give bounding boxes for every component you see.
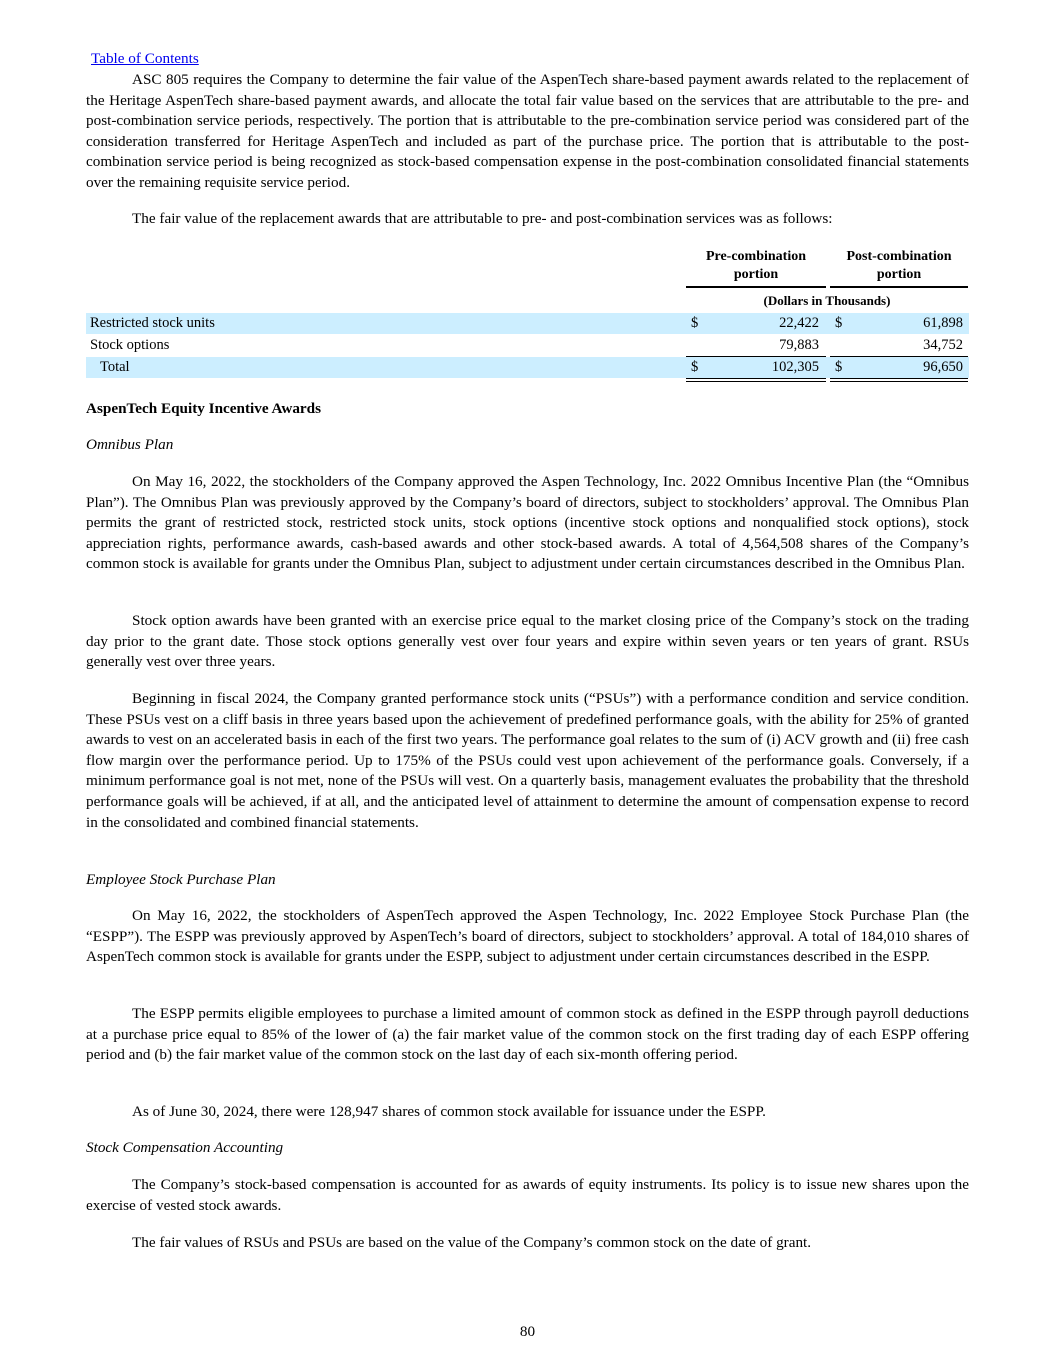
row-label: Total (100, 359, 130, 375)
omnibus-paragraph-1 (86, 472, 969, 575)
accounting-heading-text: Stock Compensation Accounting (86, 1139, 284, 1156)
omnibus-text-1: On May 16, 2022, the stockholders of the Company approved the Aspen Technology, Inc. 2022 Omnibus Incentive Plan (the “Omnibus Plan”). The Omnibus Plan was previously approved by the Company’s board of directors, subject to stockholders’ approval. The Omnibus Plan permits the grant of restricted stock, restricted stock units, stock options (incentive stock options and nonqualified stock options), stock appreciation rights, performance awards, cash-based awards and other stock-based awards. A total of 4,564,508 shares of the Company’s common stock is available for grants under the Omnibus Plan, subject to adjustment under certain circumstances described in the Omnibus Plan. (86, 473, 969, 573)
table-row (86, 313, 969, 334)
dollar-sign: $ (691, 315, 699, 331)
total-double-rule (686, 378, 826, 382)
subtotal-rule (830, 356, 968, 357)
dollar-sign: $ (691, 359, 699, 375)
intro-paragraph-1 (86, 70, 969, 194)
omnibus-text-3: Beginning in fiscal 2024, the Company granted performance stock units (“PSUs”) with a performance condition and service condition. These PSUs vest on a cliff basis in three years based upon the achievement of predefined performance goals, with the ability for 25% of granted awards to vest on an accelerated basis in each of the first two years. The performance goal relates to the sum of (i) ACV growth and (ii) free cash flow margin over the performance period. Up to 175% of the PSUs could vest upon achievement of the performance goals. Conversely, if a minimum performance goal is not met, none of the PSUs will vest. On a quarterly basis, management evaluates the probability that the threshold performance goals will be achieved, if at all, and the anticipated level of attainment to determine the amount of compensation expense to record in the consolidated and combined financial statements. (86, 690, 969, 831)
page-number: 80 (519, 1323, 536, 1340)
intro-paragraph-2 (86, 209, 969, 230)
col2-header-line1: Post-combination (846, 249, 952, 264)
col1-header-line2: portion (733, 267, 779, 282)
omnibus-text-2: Stock option awards have been granted with an exercise price equal to the market closing price of the Company’s stock on the trading day prior to the grant date. Those stock options generally vest over four years and expire within seven years or ten years of grant. RSUs generally vest over three years. (86, 612, 969, 671)
table-of-contents-link[interactable]: Table of Contents (91, 50, 199, 67)
espp-paragraph-3 (86, 1102, 969, 1123)
intro-text-2: The fair value of the replacement awards that are attributable to pre- and post-combination services was as follows: (132, 210, 833, 227)
post-combination-total: 96,650 (923, 359, 963, 375)
post-combination-value: 61,898 (923, 315, 963, 331)
column-header-post-combination (830, 248, 968, 288)
omnibus-heading (86, 435, 969, 456)
accounting-text-2: The fair values of RSUs and PSUs are based on the value of the Company’s common stock on the date of grant. (132, 1234, 812, 1251)
accounting-heading (86, 1138, 969, 1159)
omnibus-paragraph-2 (86, 611, 969, 673)
accounting-paragraph-2 (86, 1233, 969, 1254)
accounting-paragraph-1 (86, 1175, 969, 1216)
subtotal-rule (686, 356, 826, 357)
espp-text-3: As of June 30, 2024, there were 128,947 shares of common stock available for issuance under the ESPP. (132, 1103, 766, 1120)
col1-header-line1: Pre-combination (705, 249, 807, 264)
section-title: AspenTech Equity Incentive Awards (86, 400, 322, 417)
dollar-sign: $ (835, 359, 843, 375)
omnibus-paragraph-3 (86, 689, 969, 833)
row-label: Restricted stock units (90, 315, 215, 331)
pre-combination-value: 22,422 (779, 315, 819, 331)
accounting-text-1: The Company’s stock-based compensation is accounted for as awards of equity instruments. Its policy is to issue new shares upon the exercise of vested stock awards. (86, 1176, 969, 1214)
table-row-total (86, 357, 969, 378)
section-heading (86, 399, 969, 420)
espp-text-2: The ESPP permits eligible employees to purchase a limited amount of common stock as defined in the ESPP through payroll deductions at a purchase price equal to 85% of the lower of (a) the fair market value of the common stock on the first trading day of each ESPP offering period and (b) the fair market value of the common stock on the last day of each six-month offering period. (86, 1005, 969, 1064)
espp-paragraph-1 (86, 906, 969, 968)
column-header-pre-combination (686, 248, 826, 288)
espp-heading-text: Employee Stock Purchase Plan (86, 871, 276, 888)
omnibus-heading-text: Omnibus Plan (86, 436, 174, 453)
espp-heading (86, 870, 969, 891)
table-row (86, 335, 969, 356)
units-label: (Dollars in Thousands) (763, 293, 891, 308)
post-combination-value: 34,752 (923, 337, 963, 353)
row-label: Stock options (90, 337, 170, 353)
espp-text-1: On May 16, 2022, the stockholders of AspenTech approved the Aspen Technology, Inc. 2022 Employee Stock Purchase Plan (the “ESPP”). The ESPP was previously approved by AspenTech’s board of directors, subject to stockholders’ approval. A total of 184,010 shares of AspenTech common stock is available for grants under the ESPP, subject to adjustment under certain circumstances described in the ESPP. (86, 907, 969, 966)
espp-paragraph-2 (86, 1004, 969, 1066)
pre-combination-value: 79,883 (779, 337, 819, 353)
intro-text-1: ASC 805 requires the Company to determine the fair value of the AspenTech share-based payment awards related to the replacement of the Heritage AspenTech share-based payment awards, and allocate the total fair value based on the services that are attributable to the pre- and post-combination service periods, respectively. The portion that is attributable to the pre-combination service period was considered part of the consideration transferred for Heritage AspenTech and included as part of the purchase price. The portion that is attributable to the post-combination service period is being recognized as stock-based compensation expense in the post-combination consolidated financial statements over the remaining requisite service period. (86, 71, 969, 191)
col2-header-line2: portion (876, 267, 922, 282)
dollar-sign: $ (835, 315, 843, 331)
total-double-rule (830, 378, 968, 382)
pre-combination-total: 102,305 (771, 359, 819, 375)
